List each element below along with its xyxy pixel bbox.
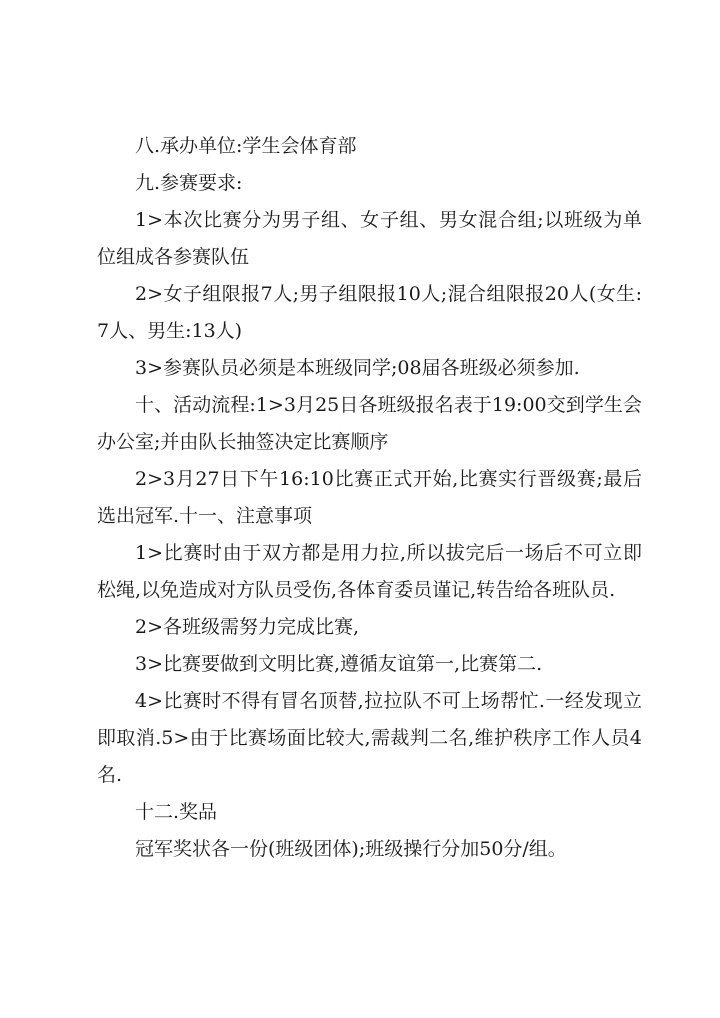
section-8-organizer: 八.承办单位:学生会体育部 xyxy=(135,135,357,157)
process-2: 2>3月27日下午16:10比赛正式开始,比赛实行晋级赛;最后选出冠军.十一、注意事项 xyxy=(97,468,642,527)
section-9-heading: 九.参赛要求: xyxy=(135,172,243,194)
note-1: 1>比赛时由于双方都是用力拉,所以拔完后一场后不可立即松绳,以免造成对方队员受伤,各体育委员谨记,转告给各班队员. xyxy=(97,542,642,601)
requirement-3: 3>参赛队员必须是本班级同学;08届各班级必须参加. xyxy=(135,357,580,379)
section-12-heading: 十二.奖品 xyxy=(135,801,218,823)
note-2: 2>各班级需努力完成比赛, xyxy=(135,616,360,638)
prize-description: 冠军奖状各一份(班级团体);班级操行分加50分/组。 xyxy=(135,838,567,860)
note-4: 4>比赛时不得有冒名顶替,拉拉队不可上场帮忙.一经发现立即取消.5>由于比赛场面比较大,需裁判二名,维护秩序工作人员4名. xyxy=(97,690,642,786)
document-body xyxy=(97,128,642,868)
requirement-2: 2>女子组限报7人;男子组限报10人;混合组限报20人(女生:7人、男生:13人) xyxy=(97,283,642,342)
note-3: 3>比赛要做到文明比赛,遵循友谊第一,比赛第二. xyxy=(135,653,543,675)
requirement-1: 1>本次比赛分为男子组、女子组、男女混合组;以班级为单位组成各参赛队伍 xyxy=(97,209,642,268)
section-10-process: 十、活动流程:1>3月25日各班级报名表于19:00交到学生会办公室;并由队长抽签决定比赛顺序 xyxy=(97,394,642,453)
